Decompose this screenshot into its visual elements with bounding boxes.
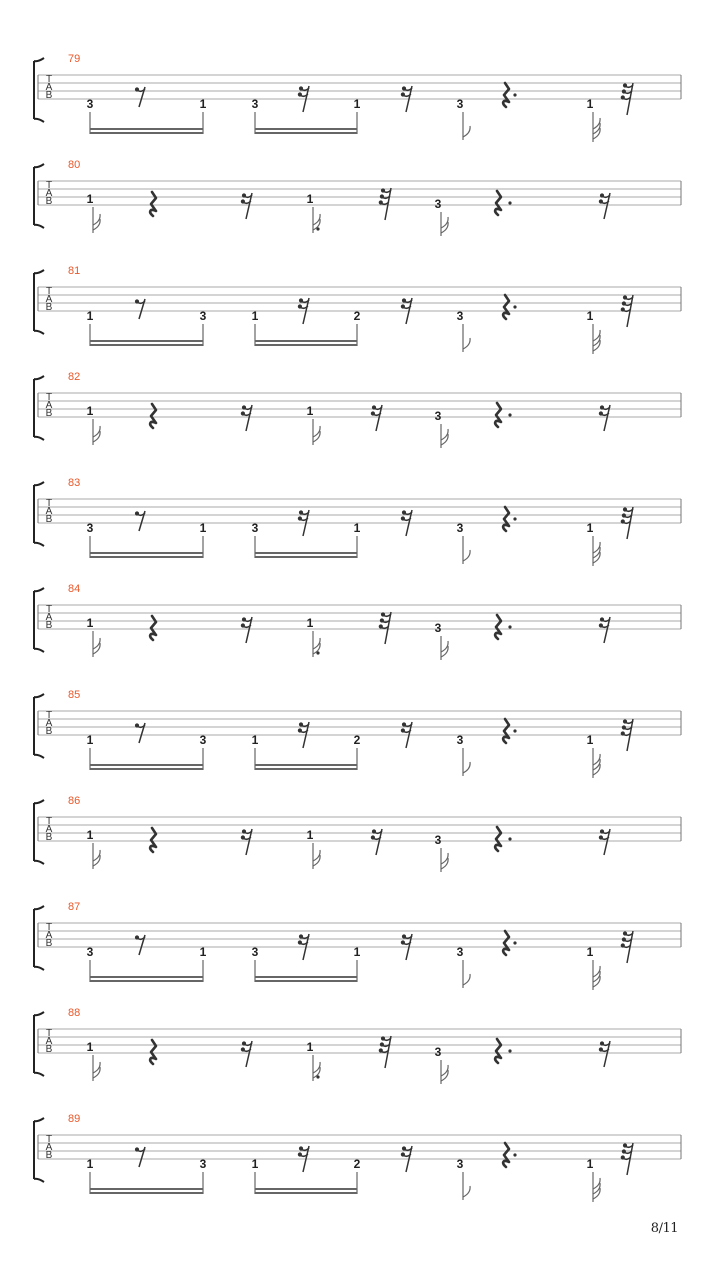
fret-number: 1 [251,1157,259,1171]
page-number: 8/11 [650,1221,678,1236]
tab-letter: A [45,1142,53,1153]
fret-number: 3 [456,309,464,323]
fret-number: 3 [456,97,464,111]
system-bracket [34,482,44,546]
rest-flag-dot [381,188,385,192]
tab-letter: T [45,1028,53,1039]
note-flag [463,550,470,561]
note-beam [90,1188,203,1190]
rest-flag-dot [242,193,246,197]
rest-flag-dot [371,835,375,839]
augmentation-dot [513,517,516,520]
system-bracket [34,588,44,652]
fret-number: 1 [199,521,207,535]
tab-letter: B [45,620,53,631]
rest-flag-dot [402,1146,406,1150]
rest-flag-dot [372,829,376,833]
fret-number: 3 [434,409,442,423]
note-flag [463,338,470,349]
tab-letter: B [45,302,53,313]
fret-number: 1 [251,733,259,747]
tab-letter: A [45,930,53,941]
note-beam [255,556,357,558]
fret-number: 1 [353,97,361,111]
rest-flag-dot [600,193,604,197]
quarter-rest [495,1039,501,1063]
quarter-rest [503,719,509,743]
tab-letter: B [45,196,53,207]
fret-number: 3 [199,733,207,747]
rest-flag-dot [402,934,406,938]
note-beam [90,976,203,978]
augmentation-dot [508,837,511,840]
tab-system [34,1007,681,1084]
fret-number: 3 [456,521,464,535]
rest-flag-dot [299,1146,303,1150]
fret-number: 1 [353,521,361,535]
rest-flag-dot [600,1041,604,1045]
rest-flag-dot [380,1042,384,1046]
rest-flag-dot [401,516,405,520]
tab-system [34,265,681,354]
tab-system [34,1113,681,1202]
note-beam [255,980,357,982]
rest-flag-dot [402,86,406,90]
rest-flag-dot [623,931,627,935]
fret-number: 1 [86,192,94,206]
rest-flag-dot [621,1155,625,1159]
tab-system [34,689,681,778]
quarter-rest [503,295,509,319]
measure-number: 86 [68,795,81,807]
tab-letter: T [45,1134,53,1145]
quarter-rest [495,827,501,851]
note-beam [255,1188,357,1190]
tab-system [34,583,681,660]
note-beam [90,132,203,134]
note-beam [255,976,357,978]
rest-flag-dot [623,719,627,723]
rest-flag-dot [298,92,302,96]
tab-letter: T [45,710,53,721]
fret-number: 3 [434,833,442,847]
augmentation-dot [508,1049,511,1052]
measure-number: 85 [68,689,81,701]
quarter-rest [150,1040,156,1064]
measure-number: 87 [68,901,81,913]
rest-flag-dot [298,1152,302,1156]
rest-flag-dot [242,1041,246,1045]
tab-letter: A [45,824,53,835]
rest-flag-dot [623,1143,627,1147]
rest-flag-dot [372,405,376,409]
tab-letter: B [45,726,53,737]
quarter-rest [150,828,156,852]
rest-flag-dot [135,299,139,303]
rest-flag-dot [622,89,626,93]
note-flag [463,762,470,773]
rest-flag-dot [135,87,139,91]
rest-flag-dot [621,731,625,735]
quarter-rest [150,616,156,640]
rest-flag-dot [379,200,383,204]
system-bracket [34,1118,44,1182]
augmentation-dot [316,1075,319,1078]
tab-system [34,477,681,566]
quarter-rest [495,615,501,639]
rest-flag-dot [299,86,303,90]
fret-number: 1 [86,309,94,323]
tab-letter: B [45,1150,53,1161]
fret-number: 3 [86,945,94,959]
rest-flag-dot [599,1047,603,1051]
rest-flag-dot [241,199,245,203]
rest-flag-dot [379,624,383,628]
fret-number: 3 [251,945,259,959]
tab-letter: B [45,90,53,101]
rest-flag-dot [401,92,405,96]
fret-number: 1 [586,521,594,535]
note-beam [255,764,357,766]
fret-number: 3 [456,1157,464,1171]
quarter-rest [150,192,156,216]
system-bracket [34,1012,44,1076]
rest-flag-dot [600,617,604,621]
tab-system [34,371,681,448]
tab-letter: A [45,506,53,517]
rest-flag-dot [135,723,139,727]
rest-flag-dot [623,83,627,87]
quarter-rest [503,83,509,107]
fret-number: 1 [586,97,594,111]
fret-number: 1 [586,945,594,959]
tab-letter: T [45,922,53,933]
fret-number: 3 [434,197,442,211]
quarter-rest [495,191,501,215]
note-flag [463,126,470,137]
augmentation-dot [513,305,516,308]
note-beam [90,552,203,554]
fret-number: 1 [353,945,361,959]
rest-flag-dot [380,618,384,622]
rest-flag-dot [242,829,246,833]
tab-letter: T [45,286,53,297]
tab-system [34,795,681,872]
tab-letter: A [45,612,53,623]
fret-number: 3 [199,309,207,323]
rest-flag-dot [599,411,603,415]
note-beam [255,132,357,134]
quarter-rest [503,931,509,955]
note-flag [463,1186,470,1197]
quarter-rest [503,1143,509,1167]
fret-number: 1 [86,1157,94,1171]
tab-system [34,53,681,142]
system-bracket [34,376,44,440]
rest-flag-dot [402,510,406,514]
tab-letter: B [45,408,53,419]
system-bracket [34,270,44,334]
augmentation-dot [508,413,511,416]
fret-number: 3 [251,97,259,111]
note-beam [255,128,357,130]
augmentation-dot [513,1153,516,1156]
rest-flag-dot [599,199,603,203]
tab-letter: A [45,188,53,199]
tab-letter: T [45,74,53,85]
rest-flag-dot [401,940,405,944]
rest-flag-dot [600,405,604,409]
fret-number: 1 [86,828,94,842]
measure-number: 89 [68,1113,81,1125]
fret-number: 2 [353,733,361,747]
fret-number: 3 [456,733,464,747]
augmentation-dot [316,651,319,654]
note-flag [463,974,470,985]
rest-flag-dot [298,728,302,732]
note-beam [255,552,357,554]
fret-number: 3 [199,1157,207,1171]
fret-number: 1 [306,192,314,206]
note-beam [90,764,203,766]
system-bracket [34,164,44,228]
rest-flag-dot [621,519,625,523]
fret-number: 3 [251,521,259,535]
fret-number: 1 [306,404,314,418]
note-beam [90,1192,203,1194]
system-bracket [34,58,44,122]
rest-flag-dot [379,1048,383,1052]
system-bracket [34,800,44,864]
rest-flag-dot [299,722,303,726]
rest-flag-dot [381,1036,385,1040]
augmentation-dot [513,729,516,732]
augmentation-dot [508,201,511,204]
rest-flag-dot [622,513,626,517]
tab-letter: A [45,400,53,411]
rest-flag-dot [622,1149,626,1153]
fret-number: 1 [86,404,94,418]
fret-number: 3 [86,97,94,111]
rest-flag-dot [135,935,139,939]
measure-number: 79 [68,53,81,65]
rest-flag-dot [401,728,405,732]
rest-flag-dot [298,940,302,944]
rest-flag-dot [380,194,384,198]
rest-flag-dot [381,612,385,616]
fret-number: 3 [434,1045,442,1059]
rest-flag-dot [623,507,627,511]
tab-letter: B [45,832,53,843]
rest-flag-dot [299,510,303,514]
note-beam [255,1192,357,1194]
rest-flag-dot [299,298,303,302]
rest-flag-dot [621,95,625,99]
tab-letter: B [45,514,53,525]
fret-number: 3 [86,521,94,535]
note-beam [90,768,203,770]
measure-number: 82 [68,371,81,383]
tab-letter: T [45,392,53,403]
rest-flag-dot [402,298,406,302]
note-beam [90,344,203,346]
augmentation-dot [508,625,511,628]
note-beam [90,340,203,342]
tab-letter: B [45,938,53,949]
measure-number: 84 [68,583,81,595]
fret-number: 3 [456,945,464,959]
rest-flag-dot [298,304,302,308]
rest-flag-dot [621,943,625,947]
rest-flag-dot [241,411,245,415]
fret-number: 1 [306,828,314,842]
note-beam [255,344,357,346]
rest-flag-dot [599,835,603,839]
tab-letter: B [45,1044,53,1055]
tab-letter: T [45,816,53,827]
fret-number: 1 [306,616,314,630]
rest-flag-dot [600,829,604,833]
fret-number: 1 [199,97,207,111]
fret-number: 1 [199,945,207,959]
rest-flag-dot [298,516,302,520]
quarter-rest [495,403,501,427]
note-beam [255,768,357,770]
note-beam [255,340,357,342]
rest-flag-dot [622,725,626,729]
augmentation-dot [513,941,516,944]
fret-number: 2 [353,309,361,323]
rest-flag-dot [623,295,627,299]
tab-letter: T [45,604,53,615]
fret-number: 1 [586,309,594,323]
tab-letter: T [45,180,53,191]
fret-number: 1 [86,1040,94,1054]
augmentation-dot [316,227,319,230]
fret-number: 1 [86,733,94,747]
fret-number: 1 [86,616,94,630]
tab-letter: A [45,718,53,729]
rest-flag-dot [135,1147,139,1151]
rest-flag-dot [402,722,406,726]
rest-flag-dot [135,511,139,515]
rest-flag-dot [622,301,626,305]
rest-flag-dot [401,304,405,308]
measure-number: 80 [68,159,81,171]
note-beam [90,128,203,130]
rest-flag-dot [241,835,245,839]
tab-letter: A [45,294,53,305]
measure-number: 88 [68,1007,81,1019]
measure-number: 81 [68,265,81,277]
tab-letter: T [45,498,53,509]
system-bracket [34,906,44,970]
tab-system [34,159,681,236]
note-beam [90,556,203,558]
rest-flag-dot [401,1152,405,1156]
fret-number: 2 [353,1157,361,1171]
tab-letter: A [45,82,53,93]
note-beam [90,980,203,982]
rest-flag-dot [622,937,626,941]
tab-letter: A [45,1036,53,1047]
fret-number: 1 [586,1157,594,1171]
augmentation-dot [513,93,516,96]
system-bracket [34,694,44,758]
rest-flag-dot [599,623,603,627]
fret-number: 3 [434,621,442,635]
rest-flag-dot [371,411,375,415]
fret-number: 1 [586,733,594,747]
quarter-rest [503,507,509,531]
rest-flag-dot [241,1047,245,1051]
rest-flag-dot [299,934,303,938]
tab-system [34,901,681,990]
rest-flag-dot [621,307,625,311]
fret-number: 1 [306,1040,314,1054]
fret-number: 1 [251,309,259,323]
rest-flag-dot [242,617,246,621]
rest-flag-dot [241,623,245,627]
quarter-rest [150,404,156,428]
rest-flag-dot [242,405,246,409]
measure-number: 83 [68,477,81,489]
